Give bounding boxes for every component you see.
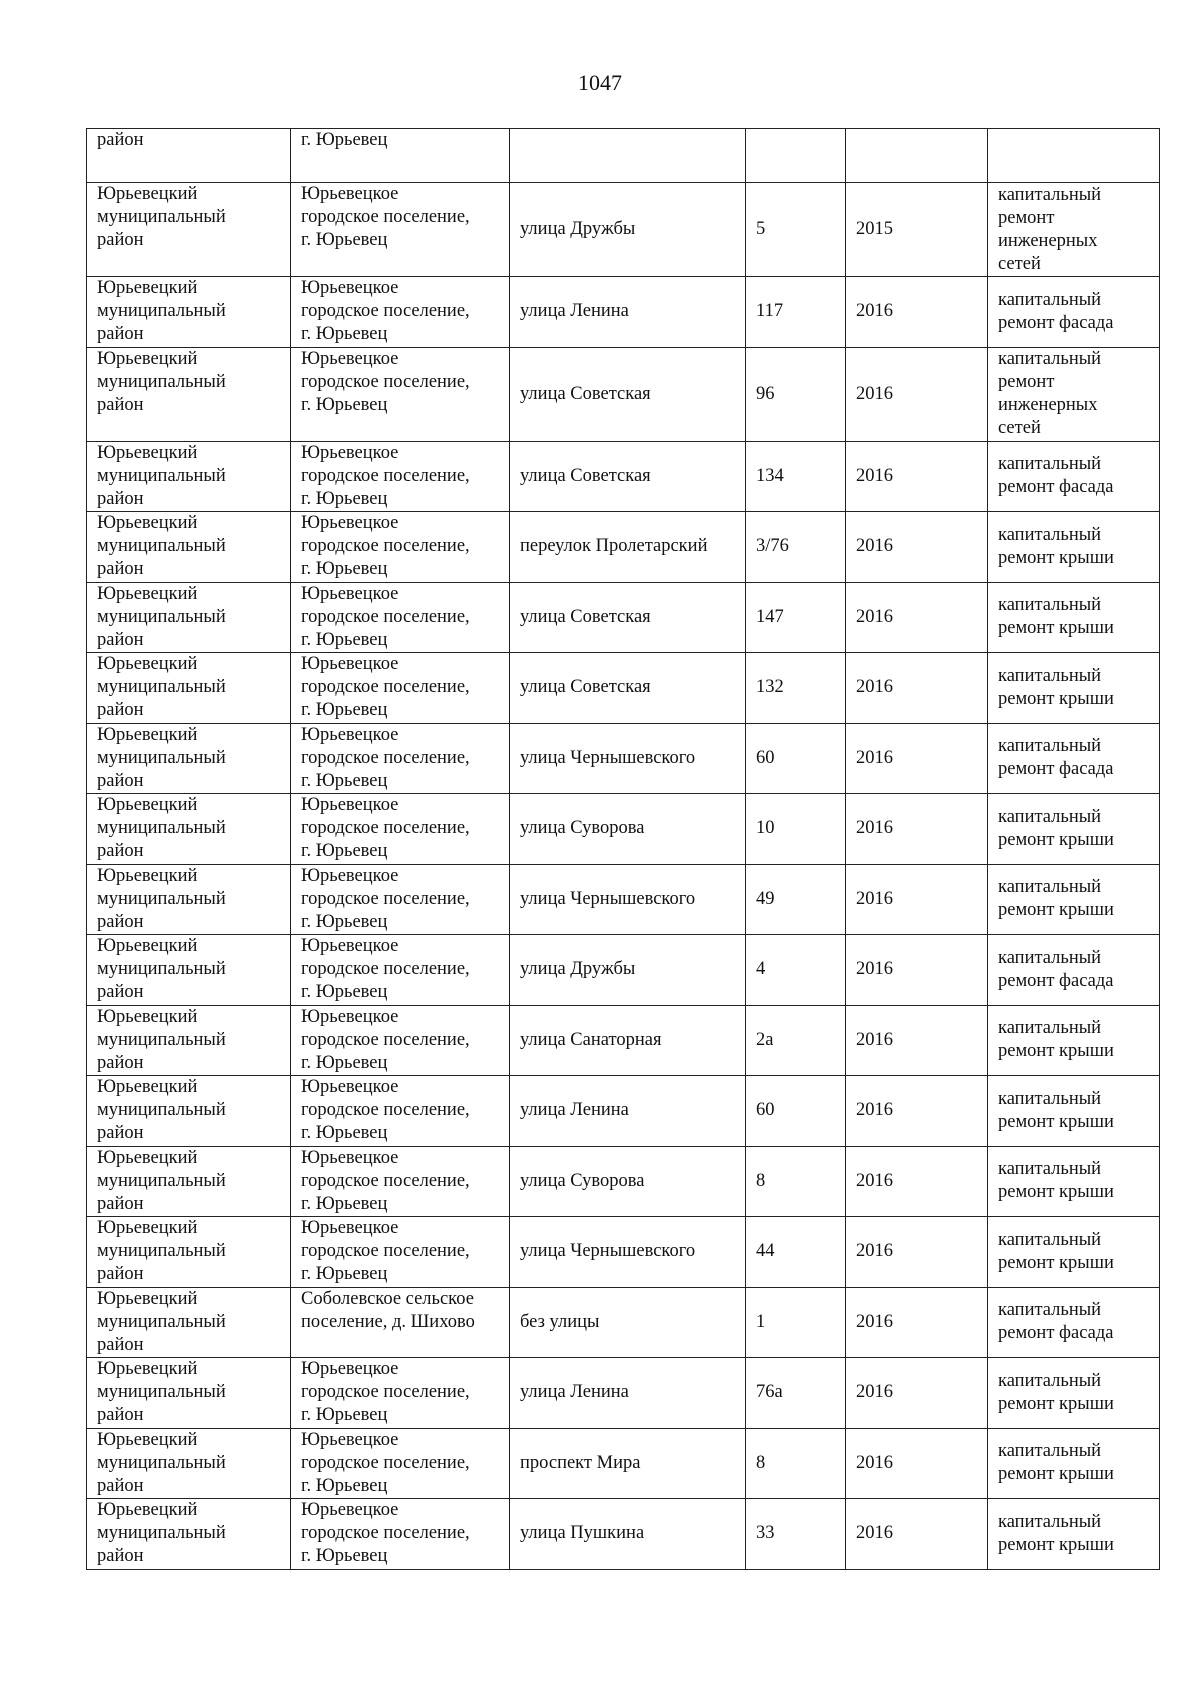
table-row [87,1499,1160,1570]
table-row [87,1076,1160,1147]
work-type-cell: капитальный ремонт фасада [988,1287,1160,1358]
settlement-cell: г. Юрьевец [291,129,510,183]
year-cell: 2016 [846,1287,988,1358]
house-number-cell: 147 [746,582,846,653]
table-row [87,183,1160,277]
house-number-cell [746,129,846,183]
house-number-cell: 3/76 [746,512,846,583]
work-type-cell: капитальный ремонт крыши [988,582,1160,653]
year-cell: 2016 [846,277,988,348]
work-type-cell: капитальный ремонт крыши [988,1005,1160,1076]
district-cell: Юрьевецкий муниципальный район [87,277,291,348]
district-cell: Юрьевецкий муниципальный район [87,183,291,277]
year-cell: 2016 [846,512,988,583]
table-row [87,512,1160,583]
year-cell: 2016 [846,1076,988,1147]
table-row [87,1005,1160,1076]
house-number-cell: 5 [746,183,846,277]
year-cell: 2016 [846,1428,988,1499]
work-type-cell: капитальный ремонт фасада [988,723,1160,794]
street-cell: улица Пушкина [510,1499,746,1570]
district-cell: Юрьевецкий муниципальный район [87,1005,291,1076]
year-cell: 2016 [846,582,988,653]
house-number-cell: 132 [746,653,846,724]
year-cell: 2016 [846,864,988,935]
street-cell: улица Чернышевского [510,723,746,794]
house-number-cell: 2а [746,1005,846,1076]
page-number: 1047 [578,70,622,95]
settlement-cell: Юрьевецкое городское поселение, г. Юрьевец [291,723,510,794]
table-row [87,277,1160,348]
work-type-cell: капитальный ремонт крыши [988,512,1160,583]
year-cell: 2016 [846,935,988,1006]
repair-registry-table [86,128,1160,1570]
year-cell: 2016 [846,1217,988,1288]
house-number-cell: 33 [746,1499,846,1570]
year-cell: 2016 [846,794,988,865]
year-cell: 2016 [846,653,988,724]
district-cell: Юрьевецкий муниципальный район [87,653,291,724]
house-number-cell: 8 [746,1146,846,1217]
settlement-cell: Юрьевецкое городское поселение, г. Юрьевец [291,1217,510,1288]
street-cell: улица Чернышевского [510,864,746,935]
table-row [87,1428,1160,1499]
year-cell: 2016 [846,441,988,512]
settlement-cell: Юрьевецкое городское поселение, г. Юрьевец [291,441,510,512]
district-cell: Юрьевецкий муниципальный район [87,1358,291,1429]
work-type-cell: капитальный ремонт фасада [988,277,1160,348]
street-cell: без улицы [510,1287,746,1358]
house-number-cell: 96 [746,347,846,441]
house-number-cell: 76а [746,1358,846,1429]
street-cell: улица Суворова [510,1146,746,1217]
street-cell: улица Суворова [510,794,746,865]
street-cell: улица Советская [510,582,746,653]
house-number-cell: 44 [746,1217,846,1288]
house-number-cell: 10 [746,794,846,865]
settlement-cell: Юрьевецкое городское поселение, г. Юрьевец [291,347,510,441]
table-row [87,723,1160,794]
street-cell: улица Санаторная [510,1005,746,1076]
street-cell: улица Чернышевского [510,1217,746,1288]
district-cell: Юрьевецкий муниципальный район [87,1499,291,1570]
work-type-cell: капитальный ремонт инженерных сетей [988,183,1160,277]
district-cell: район [87,129,291,183]
work-type-cell: капитальный ремонт крыши [988,1146,1160,1217]
table-row [87,935,1160,1006]
house-number-cell: 134 [746,441,846,512]
settlement-cell: Юрьевецкое городское поселение, г. Юрьевец [291,1005,510,1076]
settlement-cell: Юрьевецкое городское поселение, г. Юрьевец [291,794,510,865]
street-cell: улица Советская [510,441,746,512]
settlement-cell: Юрьевецкое городское поселение, г. Юрьевец [291,277,510,348]
settlement-cell: Юрьевецкое городское поселение, г. Юрьевец [291,653,510,724]
district-cell: Юрьевецкий муниципальный район [87,1287,291,1358]
work-type-cell: капитальный ремонт фасада [988,441,1160,512]
work-type-cell: капитальный ремонт крыши [988,1428,1160,1499]
street-cell: улица Ленина [510,1358,746,1429]
street-cell: проспект Мира [510,1428,746,1499]
house-number-cell: 49 [746,864,846,935]
table-row [87,1146,1160,1217]
settlement-cell: Юрьевецкое городское поселение, г. Юрьевец [291,582,510,653]
house-number-cell: 60 [746,1076,846,1147]
settlement-cell: Соболевское сельское поселение, д. Шихово [291,1287,510,1358]
district-cell: Юрьевецкий муниципальный район [87,582,291,653]
year-cell: 2016 [846,1499,988,1570]
house-number-cell: 60 [746,723,846,794]
settlement-cell: Юрьевецкое городское поселение, г. Юрьевец [291,864,510,935]
table-row [87,864,1160,935]
street-cell: улица Ленина [510,1076,746,1147]
house-number-cell: 8 [746,1428,846,1499]
table-row [87,653,1160,724]
street-cell: улица Советская [510,347,746,441]
district-cell: Юрьевецкий муниципальный район [87,441,291,512]
district-cell: Юрьевецкий муниципальный район [87,864,291,935]
street-cell: улица Советская [510,653,746,724]
year-cell: 2016 [846,1005,988,1076]
work-type-cell [988,129,1160,183]
work-type-cell: капитальный ремонт крыши [988,1076,1160,1147]
table-row [87,582,1160,653]
house-number-cell: 4 [746,935,846,1006]
year-cell: 2016 [846,1358,988,1429]
table-row [87,794,1160,865]
settlement-cell: Юрьевецкое городское поселение, г. Юрьевец [291,183,510,277]
street-cell [510,129,746,183]
street-cell: улица Дружбы [510,183,746,277]
settlement-cell: Юрьевецкое городское поселение, г. Юрьевец [291,512,510,583]
district-cell: Юрьевецкий муниципальный район [87,1217,291,1288]
district-cell: Юрьевецкий муниципальный район [87,347,291,441]
table-body [87,129,1160,1570]
house-number-cell: 117 [746,277,846,348]
work-type-cell: капитальный ремонт крыши [988,864,1160,935]
table-row [87,1287,1160,1358]
settlement-cell: Юрьевецкое городское поселение, г. Юрьевец [291,1428,510,1499]
work-type-cell: капитальный ремонт инженерных сетей [988,347,1160,441]
district-cell: Юрьевецкий муниципальный район [87,935,291,1006]
house-number-cell: 1 [746,1287,846,1358]
table-row [87,129,1160,183]
street-cell: переулок Пролетарский [510,512,746,583]
work-type-cell: капитальный ремонт фасада [988,935,1160,1006]
year-cell: 2015 [846,183,988,277]
work-type-cell: капитальный ремонт крыши [988,1217,1160,1288]
work-type-cell: капитальный ремонт крыши [988,1499,1160,1570]
work-type-cell: капитальный ремонт крыши [988,653,1160,724]
table-row [87,347,1160,441]
year-cell [846,129,988,183]
district-cell: Юрьевецкий муниципальный район [87,1428,291,1499]
district-cell: Юрьевецкий муниципальный район [87,1076,291,1147]
table-row [87,1358,1160,1429]
settlement-cell: Юрьевецкое городское поселение, г. Юрьевец [291,935,510,1006]
settlement-cell: Юрьевецкое городское поселение, г. Юрьевец [291,1499,510,1570]
table-row [87,1217,1160,1288]
settlement-cell: Юрьевецкое городское поселение, г. Юрьевец [291,1358,510,1429]
street-cell: улица Ленина [510,277,746,348]
work-type-cell: капитальный ремонт крыши [988,794,1160,865]
settlement-cell: Юрьевецкое городское поселение, г. Юрьевец [291,1076,510,1147]
settlement-cell: Юрьевецкое городское поселение, г. Юрьевец [291,1146,510,1217]
district-cell: Юрьевецкий муниципальный район [87,512,291,583]
district-cell: Юрьевецкий муниципальный район [87,794,291,865]
year-cell: 2016 [846,347,988,441]
work-type-cell: капитальный ремонт крыши [988,1358,1160,1429]
street-cell: улица Дружбы [510,935,746,1006]
district-cell: Юрьевецкий муниципальный район [87,723,291,794]
district-cell: Юрьевецкий муниципальный район [87,1146,291,1217]
table-row [87,441,1160,512]
year-cell: 2016 [846,1146,988,1217]
year-cell: 2016 [846,723,988,794]
